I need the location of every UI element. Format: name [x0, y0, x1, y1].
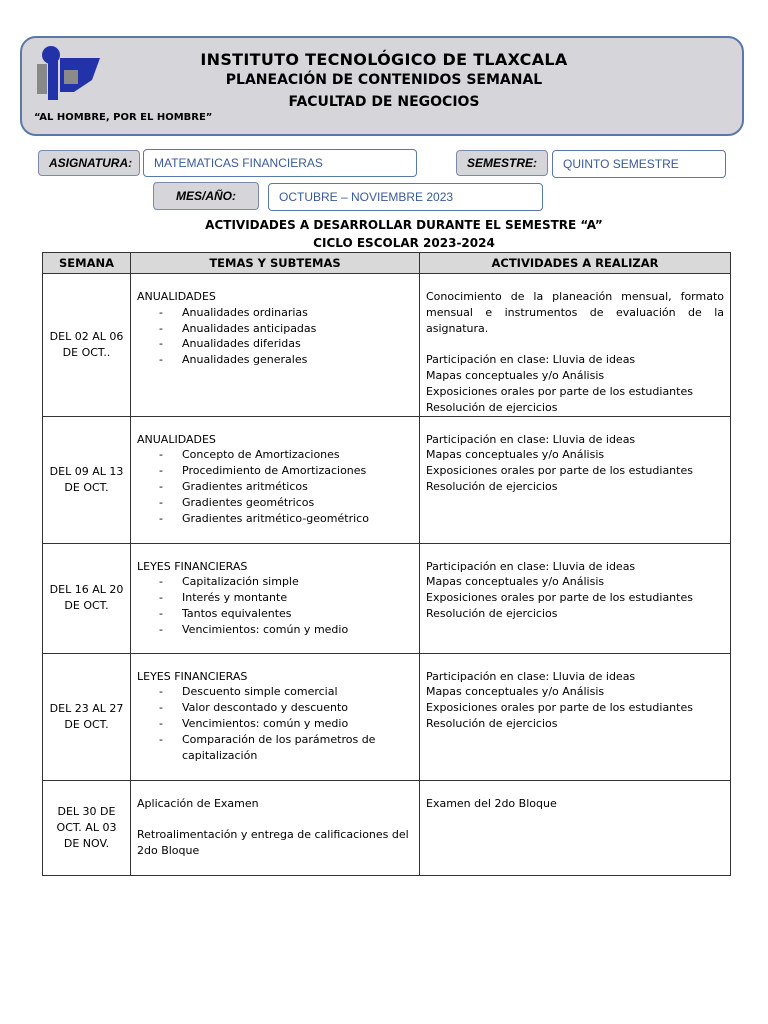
activities-cell — [420, 653, 731, 780]
mes-label: MES/AÑO: — [153, 182, 259, 210]
faculty-title: FACULTAD DE NEGOCIOS — [288, 94, 480, 110]
semestre-label: SEMESTRE: — [456, 150, 548, 176]
table-row — [43, 274, 731, 417]
institution-motto: “AL HOMBRE, POR EL HOMBRE” — [34, 112, 213, 123]
activities-cell — [420, 780, 731, 875]
subtopic-item: - Anualidades anticipadas — [137, 321, 413, 337]
week-cell: DEL 09 AL 13 DE OCT. — [43, 416, 131, 543]
table-row — [43, 543, 731, 653]
week-cell: DEL 02 AL 06 DE OCT.. — [43, 274, 131, 417]
subtopic-item: - Interés y montante — [137, 590, 413, 606]
subtopic-item: - Capitalización simple — [137, 574, 413, 590]
week-cell: DEL 23 AL 27 DE OCT. — [43, 653, 131, 780]
activity-item: Participación en clase: Lluvia de ideas — [426, 669, 636, 683]
week-cell: DEL 16 AL 20 DE OCT. — [43, 543, 131, 653]
activity-item: Exposiciones orales por parte de los estudiantes — [426, 464, 693, 478]
activity-item: Participación en clase: Lluvia de ideas — [426, 432, 636, 446]
subtopic-item: - Vencimientos: común y medio — [137, 622, 413, 638]
subtopic-item: - Anualidades ordinarias — [137, 305, 413, 321]
subtopic-item: - Gradientes aritméticos — [137, 479, 413, 495]
activity-item: Participación en clase: Lluvia de ideas — [426, 353, 636, 367]
activity-item: Resolución de ejercicios — [426, 400, 558, 414]
document-subtitle: PLANEACIÓN DE CONTENIDOS SEMANAL — [225, 72, 543, 88]
activity-item: Resolución de ejercicios — [426, 479, 558, 493]
topic-title: LEYES FINANCIERAS — [137, 559, 248, 573]
activities-title: ACTIVIDADES A DESARROLLAR DURANTE EL SEMESTRE “A” — [205, 218, 603, 232]
table-row — [43, 416, 731, 543]
subtopic-item: - Vencimientos: común y medio — [137, 716, 413, 732]
subtopic-item: - Procedimiento de Amortizaciones — [137, 463, 413, 479]
activity-intro: Conocimiento de la planeación mensual, formato mensual e instrumentos de evaluación de la asignatura. — [426, 290, 724, 335]
activity-item: Exposiciones orales por parte de los estudiantes — [426, 591, 693, 605]
header-temas: TEMAS Y SUBTEMAS — [131, 253, 420, 274]
activity-item: Resolución de ejercicios — [426, 606, 558, 620]
topic-title: Aplicación de Examen — [137, 796, 259, 810]
activity-item: Examen del 2do Bloque — [426, 796, 557, 810]
topic-title: ANUALIDADES — [137, 432, 216, 446]
activity-item: Mapas conceptuales y/o Análisis — [426, 448, 605, 462]
activity-item: Participación en clase: Lluvia de ideas — [426, 559, 636, 573]
activities-cell — [420, 274, 731, 417]
table-row — [43, 780, 731, 875]
header-actividades: ACTIVIDADES A REALIZAR — [420, 253, 731, 274]
subtopic-item: - Anualidades diferidas — [137, 336, 413, 352]
subtopic-item: - Anualidades generales — [137, 352, 413, 368]
subtopic-item: - Concepto de Amortizaciones — [137, 447, 413, 463]
asignatura-value: MATEMATICAS FINANCIERAS — [143, 149, 417, 177]
activity-item: Exposiciones orales por parte de los estudiantes — [426, 384, 693, 398]
asignatura-label: ASIGNATURA: — [38, 150, 140, 176]
subtopic-item: - Tantos equivalentes — [137, 606, 413, 622]
school-cycle: CICLO ESCOLAR 2023-2024 — [313, 236, 495, 250]
activities-cell — [420, 416, 731, 543]
institution-title: INSTITUTO TECNOLÓGICO DE TLAXCALA — [200, 50, 568, 69]
activity-item: Mapas conceptuales y/o Análisis — [426, 575, 605, 589]
topics-cell — [131, 653, 420, 780]
subtopic-item: - Gradientes aritmético-geométrico — [137, 511, 413, 527]
topics-cell — [131, 780, 420, 875]
semestre-value: QUINTO SEMESTRE — [552, 150, 726, 178]
subtopic-item: - Valor descontado y descuento — [137, 700, 413, 716]
topics-cell — [131, 274, 420, 417]
topic-title: LEYES FINANCIERAS — [137, 669, 248, 683]
topics-cell — [131, 543, 420, 653]
topic-title: ANUALIDADES — [137, 290, 216, 303]
topic-note: Retroalimentación y entrega de calificaciones del 2do Bloque — [137, 828, 409, 858]
header-semana: SEMANA — [43, 253, 131, 274]
subtopic-item: - Descuento simple comercial — [137, 684, 413, 700]
table-header-row — [43, 253, 731, 274]
table-row — [43, 653, 731, 780]
activity-item: Mapas conceptuales y/o Análisis — [426, 685, 605, 699]
subtopic-item: - Comparación de los parámetros de capitalización — [137, 732, 413, 764]
activity-item: Resolución de ejercicios — [426, 716, 558, 730]
topics-cell — [131, 416, 420, 543]
activity-item: Mapas conceptuales y/o Análisis — [426, 369, 605, 383]
activities-cell — [420, 543, 731, 653]
weekly-plan-table — [42, 252, 731, 876]
activity-item: Exposiciones orales por parte de los estudiantes — [426, 701, 693, 715]
subtopic-item: - Gradientes geométricos — [137, 495, 413, 511]
mes-value: OCTUBRE – NOVIEMBRE 2023 — [268, 183, 543, 211]
week-cell: DEL 30 DE OCT. AL 03 DE NOV. — [43, 780, 131, 875]
